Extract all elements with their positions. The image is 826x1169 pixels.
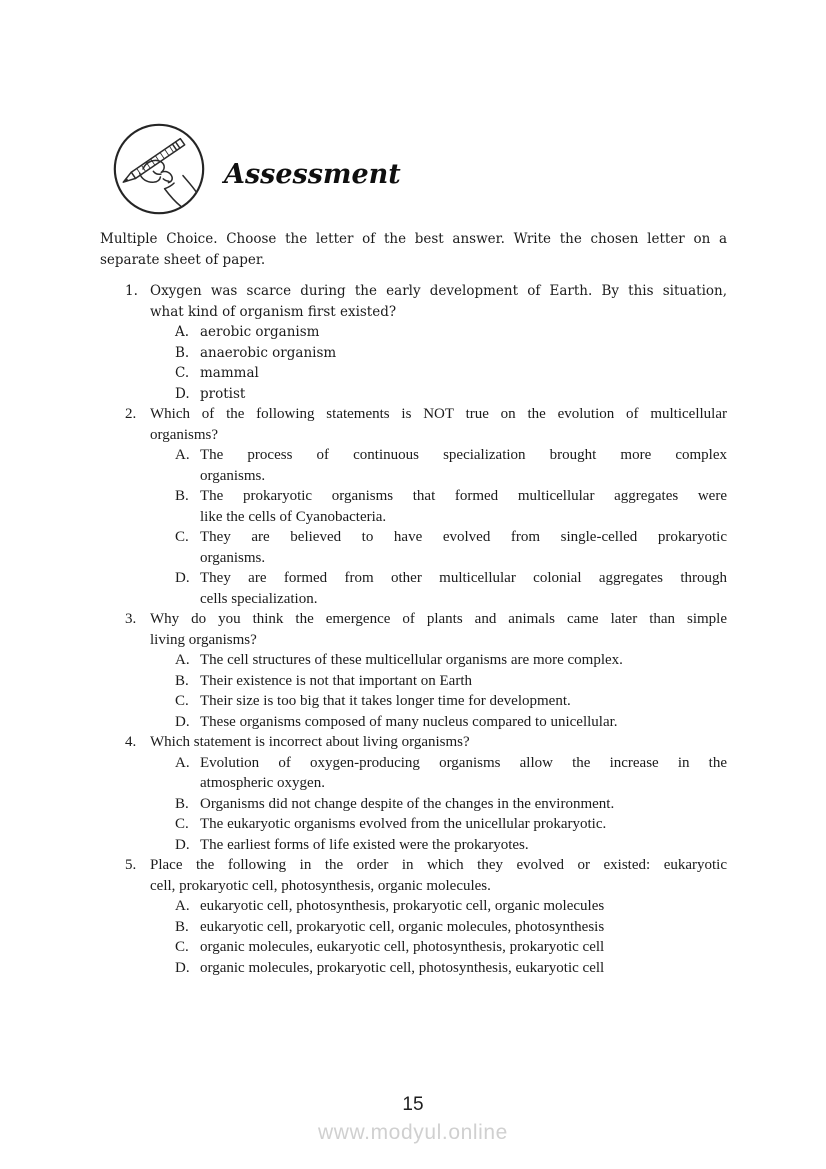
choice-letter: C. [175,365,190,381]
choice-text-line: protist [200,385,246,402]
choice-item [100,753,727,794]
choice-text-line: They are believed to have evolved from single-celled prokaryotic [200,529,727,545]
choice-letter: C. [175,529,189,545]
choice-item [100,917,727,938]
choice-text-line: They are formed from other multicellular colonial aggregates through [200,570,727,586]
choice-letter: B. [175,344,190,361]
choice-text-line: cells specialization. [200,590,318,607]
question-text-line: Why do you think the emergence of plants and animals came later than simple [150,611,727,627]
choice-item [100,650,727,671]
choice-text-line: Their existence is not that important on Earth [200,672,473,689]
question-text-line: organisms? [150,426,219,443]
choice-letter: D. [175,836,190,853]
choice-item [100,958,727,979]
choice-text-line: Organisms did not change despite of the changes in the environment. [200,795,615,812]
choice-letter: D. [175,385,190,402]
choice-text-line: eukaryotic cell, prokaryotic cell, organic molecules, photosynthesis [200,918,605,935]
choice-item [100,568,727,609]
choice-text-line: Evolution of oxygen-producing organisms allow the increase in the [200,754,727,771]
choice-text-line: The cell structures of these multicellular organisms are more complex. [200,652,623,668]
question-item [100,855,727,978]
question-text-line: living organisms? [150,631,257,648]
choice-text-line: mammal [200,365,259,381]
question-number: 3. [125,611,137,627]
choice-text-line: aerobic organism [200,324,320,340]
choice-item [100,691,727,712]
question-text-line: Oxygen was scarce during the early development of Earth. By this situation, [150,283,727,299]
question-head [100,281,727,322]
choice-text-line: atmospheric oxygen. [200,775,325,791]
question-number: 5. [125,857,137,873]
question-text-line: Which of the following statements is NOT true on the evolution of multicellular [150,406,727,422]
choice-text-line: organisms. [200,549,266,566]
choice-letter: C. [175,693,189,709]
question-head [100,404,727,445]
question-head [100,855,727,896]
hand-writing-pencil-icon [112,122,206,216]
choice-item [100,794,727,815]
choice-letter: A. [175,754,190,771]
question-item [100,609,727,732]
choice-letter: B. [175,672,189,689]
question-number: 1. [125,283,138,299]
choice-item [100,835,727,856]
choice-letter: D. [175,959,190,976]
question-text-line: cell, prokaryotic cell, photosynthesis, organic molecules. [150,877,491,894]
choice-text-line: organic molecules, eukaryotic cell, photosynthesis, prokaryotic cell [200,939,605,955]
choice-text-line: eukaryotic cell, photosynthesis, prokaryotic cell, organic molecules [200,898,605,914]
choice-text-line: The process of continuous specialization brought more complex [200,447,727,463]
choice-letter: B. [175,488,189,504]
choice-item [100,671,727,692]
choice-text-line: organic molecules, prokaryotic cell, photosynthesis, eukaryotic cell [200,959,605,976]
choice-item [100,445,727,486]
question-text-line: Place the following in the order in which they evolved or existed: eukaryotic [150,857,727,873]
question-item [100,404,727,609]
choice-letter: A. [175,652,190,668]
choice-text-line: anaerobic organism [200,344,337,361]
assessment-header [112,122,401,216]
question-text-line: what kind of organism first existed? [150,303,397,320]
choice-item [100,814,727,835]
choice-letter: A. [175,324,190,340]
choice-text-line: The eukaryotic organisms evolved from the unicellular prokaryotic. [200,816,607,832]
choice-item [100,937,727,958]
choice-item [100,343,727,364]
question-item [100,281,727,404]
instructions-line: Multiple Choice. Choose the letter of the best answer. Write the chosen letter on a [100,231,727,247]
instructions [100,229,727,270]
choice-item [100,712,727,733]
choice-item [100,384,727,405]
question-number: 2. [125,406,137,422]
choice-text-line: These organisms composed of many nucleus compared to unicellular. [200,713,618,730]
choice-item [100,322,727,343]
page-number: 15 [402,1094,424,1115]
choice-text-line: like the cells of Cyanobacteria. [200,508,387,525]
question-number: 4. [125,734,137,750]
watermark: www.modyul.online [318,1121,508,1144]
choice-text-line: The prokaryotic organisms that formed multicellular aggregates were [200,488,727,504]
choice-letter: A. [175,898,190,914]
instructions-line: separate sheet of paper. [100,251,266,268]
question-text-line: Which statement is incorrect about living organisms? [150,734,470,750]
choice-letter: A. [175,447,190,463]
choice-letter: D. [175,570,190,586]
choice-text-line: Their size is too big that it takes longer time for development. [200,693,571,709]
choice-item [100,486,727,527]
choice-letter: D. [175,713,190,730]
choice-letter: C. [175,816,189,832]
question-list [100,281,727,978]
question-head [100,732,727,753]
choice-letter: B. [175,918,189,935]
question-item [100,732,727,855]
choice-item [100,896,727,917]
choice-text-line: organisms. [200,467,266,484]
page-title: Assessment [224,158,401,190]
choice-text-line: The earliest forms of life existed were the prokaryotes. [200,836,529,853]
choice-letter: B. [175,795,189,812]
choice-item [100,363,727,384]
choice-item [100,527,727,568]
question-head [100,609,727,650]
choice-letter: C. [175,939,189,955]
